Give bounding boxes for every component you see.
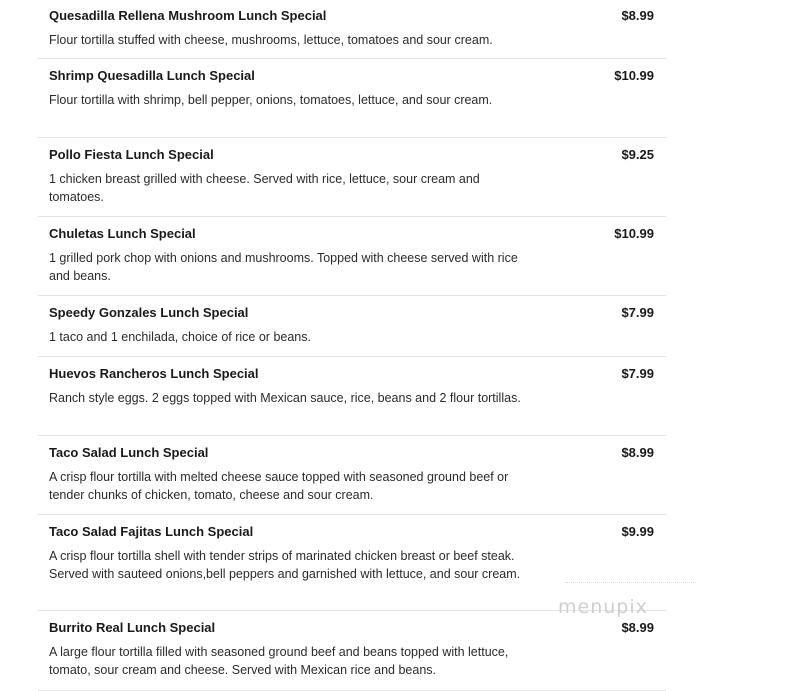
menu-item-header <box>49 524 654 544</box>
menu-item-description: A crisp flour tortilla with melted cheese sauce topped with seasoned ground beef or tender chunks of chicken, tomato, cheese and sour cream. <box>49 470 509 502</box>
menu-item <box>38 0 666 59</box>
menu-item-header <box>49 620 654 640</box>
menu-item <box>38 436 666 515</box>
menu-item-header <box>49 8 654 28</box>
menu-item-header <box>49 366 654 386</box>
menu-item-price: $10.99 <box>614 226 654 241</box>
menu-item-description: Flour tortilla with shrimp, bell pepper, onions, tomatoes, lettuce, and sour cream. <box>49 93 493 107</box>
menu-item-price: $10.99 <box>614 68 654 83</box>
menu-item <box>38 296 666 357</box>
menu-item-description: 1 chicken breast grilled with cheese. Served with rice, lettuce, sour cream and tomatoes. <box>49 172 480 204</box>
watermark-divider <box>566 582 696 584</box>
menu-item-price: $7.99 <box>621 305 654 320</box>
menu-item <box>38 138 666 217</box>
menu-item-name: Chuletas Lunch Special <box>49 226 196 241</box>
menu-item-description: A large flour tortilla filled with seasoned ground beef and beans topped with lettuce, tomato, sour cream and cheese. Served with Mexican rice and beans. <box>49 645 509 677</box>
watermark-logo: menupix <box>558 596 648 618</box>
menu-item-header <box>49 445 654 465</box>
menu-item-price: $8.99 <box>621 620 654 635</box>
menu-item-header <box>49 305 654 325</box>
menu-item-description: A crisp flour tortilla shell with tender strips of marinated chicken breast or beef steak. Served with sauteed onions,bell peppers and garnished with lettuce, and sour cream. <box>49 549 521 581</box>
menu-item <box>38 59 666 138</box>
menu-item-name: Speedy Gonzales Lunch Special <box>49 305 249 320</box>
menu-item-name: Pollo Fiesta Lunch Special <box>49 147 214 162</box>
menu-item-description: Flour tortilla stuffed with cheese, mushrooms, lettuce, tomatoes and sour cream. <box>49 33 493 47</box>
menu-item <box>38 611 666 691</box>
menu-item-header <box>49 147 654 167</box>
menu-item-price: $8.99 <box>621 445 654 460</box>
menu-list <box>38 0 666 691</box>
menu-item-price: $8.99 <box>621 8 654 23</box>
menu-item-description: 1 grilled pork chop with onions and mushrooms. Topped with cheese served with rice and beans. <box>49 251 518 283</box>
menu-item-header <box>49 68 654 88</box>
menu-item-description: Ranch style eggs. 2 eggs topped with Mexican sauce, rice, beans and 2 flour tortillas. <box>49 391 521 405</box>
menu-item-price: $7.99 <box>621 366 654 381</box>
menu-item-name: Burrito Real Lunch Special <box>49 620 216 635</box>
menu-item-name: Huevos Rancheros Lunch Special <box>49 366 259 381</box>
menu-item <box>38 357 666 436</box>
menu-item-name: Taco Salad Lunch Special <box>49 445 209 460</box>
menu-item-header <box>49 226 654 246</box>
menu-item-name: Shrimp Quesadilla Lunch Special <box>49 68 255 83</box>
menu-item-name: Quesadilla Rellena Mushroom Lunch Special <box>49 8 327 23</box>
menu-item-price: $9.25 <box>621 147 654 162</box>
menu-item <box>38 217 666 296</box>
menu-item-description: 1 taco and 1 enchilada, choice of rice or beans. <box>49 330 311 344</box>
menu-item-name: Taco Salad Fajitas Lunch Special <box>49 524 254 539</box>
menu-item-price: $9.99 <box>621 524 654 539</box>
